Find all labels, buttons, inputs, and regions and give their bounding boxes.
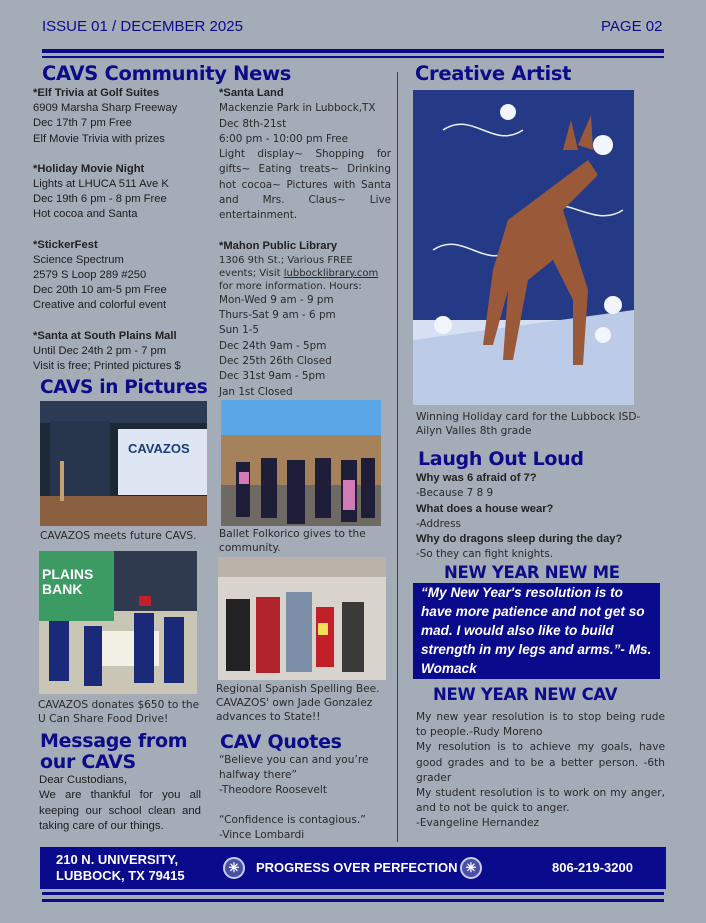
spelling-bee-illustration bbox=[218, 557, 386, 680]
pictures-title: CAVS in Pictures bbox=[40, 377, 208, 398]
footer-rule-thin bbox=[42, 899, 664, 902]
library-link[interactable]: lubbocklibrary.com bbox=[283, 267, 379, 279]
photo-food-drive bbox=[39, 551, 197, 694]
event-library bbox=[219, 239, 391, 400]
joke-question: What does a house wear? bbox=[416, 502, 554, 515]
resolutions-list bbox=[416, 710, 665, 832]
screen-text: CAVAZOS bbox=[128, 441, 190, 456]
new-year-cav-title: NEW YEAR NEW CAV bbox=[433, 685, 618, 704]
library-hours: Thurs-Sat 9 am - 6 pm bbox=[219, 309, 336, 322]
footer-bar bbox=[40, 847, 666, 889]
laugh-list bbox=[416, 471, 666, 563]
event-line: Visit is free; Printed pictures $ bbox=[33, 360, 181, 373]
header-rule-thick bbox=[42, 49, 664, 53]
caption-folklorico: Ballet Folkorico gives to the community. bbox=[219, 528, 366, 554]
resolution-quote-box bbox=[413, 583, 660, 679]
column-divider bbox=[397, 72, 398, 842]
laugh-title: Laugh Out Loud bbox=[418, 448, 584, 470]
event-line: Science Spectrum bbox=[33, 253, 124, 266]
event-name: *Elf Trivia at Golf Suites bbox=[33, 87, 160, 99]
library-hours: Dec 31st 9am - 5pm bbox=[219, 370, 326, 383]
event-holiday-movie bbox=[33, 162, 213, 223]
resolution-3: My student resolution is to work on my anger, and to not be quick to anger. bbox=[416, 787, 665, 815]
message-body bbox=[39, 773, 201, 835]
library-hours: Mon-Wed 9 am - 9 pm bbox=[219, 293, 334, 306]
event-name: *Holiday Movie Night bbox=[33, 162, 145, 175]
event-line: Dec 20th 10 am-5 pm Free bbox=[33, 284, 167, 297]
joke-answer: -Address bbox=[416, 517, 461, 530]
resolution-1: My new year resolution is to stop being rude to people.-Rudy Moreno bbox=[416, 711, 665, 739]
community-news-title: CAVS Community News bbox=[42, 62, 292, 85]
quotes-body bbox=[219, 753, 393, 843]
event-line: Dec 17th 7 pm Free bbox=[33, 117, 132, 130]
library-hours: Sun 1-5 bbox=[219, 324, 260, 337]
event-name: *Mahon Public Library bbox=[219, 239, 338, 252]
caption-food-drive: CAVAZOS donates $650 to the U Can Share Food Drive! bbox=[38, 699, 200, 725]
event-elf-trivia bbox=[33, 86, 213, 147]
reindeer-drawing bbox=[413, 90, 634, 405]
footer-address-line1: 210 N. UNIVERSITY, bbox=[56, 852, 179, 867]
library-intro-start: 1306 9th St.; Various FREE events; Visit bbox=[219, 254, 353, 279]
folklorico-illustration bbox=[221, 400, 381, 526]
event-line: Until Dec 24th 2 pm - 7 pm bbox=[33, 344, 167, 357]
quote-2-author: -Vince Lombardi bbox=[219, 829, 305, 841]
message-title-line1: Message from bbox=[40, 730, 188, 752]
artist-caption: Winning Holiday card for the Lubbock ISD- Ailyn Valles 8th grade bbox=[416, 411, 641, 437]
library-intro-end: for more information. Hours: bbox=[219, 280, 362, 292]
caption-spelling-bee: Regional Spanish Spelling Bee. CAVAZOS' own Jade Gonzalez advances to State!! bbox=[216, 683, 380, 723]
event-line: 6909 Marsha Sharp Freeway bbox=[33, 102, 178, 115]
event-line: Elf Movie Trivia with prizes bbox=[33, 132, 165, 145]
quotes-title: CAV Quotes bbox=[220, 731, 342, 753]
event-line: Hot cocoa and Santa bbox=[33, 208, 138, 221]
joke-question: Why do dragons sleep during the day? bbox=[416, 533, 623, 546]
resolution-3-author: -Evangeline Hernandez bbox=[416, 817, 540, 830]
footer-phone: 806-219-3200 bbox=[552, 860, 633, 875]
community-right-column bbox=[219, 86, 391, 400]
event-stickerfest bbox=[33, 238, 213, 314]
event-description: Light display~ Shopping for gifts~ Eating treats~ Drinking hot cocoa~ Pictures with Santa and Mrs. Claus~ Live entertainment. bbox=[219, 148, 391, 222]
event-line: Dec 19th 6 pm - 8 pm Free bbox=[33, 193, 167, 206]
event-line: Dec 8th-21st bbox=[219, 117, 287, 130]
community-left-column bbox=[33, 86, 213, 389]
event-name: *StickerFest bbox=[33, 238, 98, 251]
message-text: We are thankful for you all keeping our school clean and taking care of our things. bbox=[39, 789, 201, 833]
event-line: 2579 S Loop 289 #250 bbox=[33, 269, 147, 282]
event-name: *Santa Land bbox=[219, 87, 284, 99]
message-greeting: Dear Custodians, bbox=[39, 774, 128, 786]
resolution-quote: “My New Year's resolution is to have more patience and not get so mad. I would also like to build strength in my legs and arms.”- Ms. Womack bbox=[421, 585, 652, 676]
quote-1-author: -Theodore Roosevelt bbox=[219, 784, 328, 796]
event-line: 6:00 pm - 10:00 pm Free bbox=[219, 132, 349, 145]
artwork-reindeer bbox=[413, 90, 634, 405]
footer-address bbox=[56, 852, 185, 884]
star-icon: ✳ bbox=[223, 857, 245, 879]
event-line: Lights at LHUCA 511 Ave K bbox=[33, 178, 169, 191]
quote-1: “Believe you can and you’re halfway there” bbox=[219, 754, 369, 781]
photo-auditorium bbox=[40, 401, 207, 526]
resolution-2: My resolution is to achieve my goals, have good grades and to be a better person. -6th grader bbox=[416, 741, 665, 784]
auditorium-illustration bbox=[40, 401, 207, 526]
event-line: Creative and colorful event bbox=[33, 299, 167, 312]
plains-bank-sign: PLAINS BANK bbox=[42, 566, 94, 597]
new-year-me-title: NEW YEAR NEW ME bbox=[444, 563, 620, 582]
library-hours: Dec 24th 9am - 5pm bbox=[219, 339, 327, 352]
footer-rule-thick bbox=[42, 892, 664, 895]
joke-question: Why was 6 afraid of 7? bbox=[416, 472, 537, 484]
footer-motto: PROGRESS OVER PERFECTION bbox=[256, 860, 458, 875]
message-title-line2: our CAVS bbox=[40, 751, 136, 773]
joke-answer: -So they can fight knights. bbox=[416, 548, 554, 561]
event-line: Mackenzie Park in Lubbock,TX bbox=[219, 102, 376, 115]
issue-label: ISSUE 01 / DECEMBER 2025 bbox=[42, 18, 243, 35]
header-rule-thin bbox=[42, 56, 664, 58]
joke-answer: -Because 7 8 9 bbox=[416, 487, 494, 500]
page-number: PAGE 02 bbox=[601, 18, 663, 35]
caption-auditorium: CAVAZOS meets future CAVS. bbox=[40, 530, 197, 542]
library-hours: Dec 25th 26th Closed bbox=[219, 354, 332, 367]
event-santa-mall bbox=[33, 329, 213, 375]
artist-title: Creative Artist bbox=[415, 62, 572, 85]
photo-folklorico bbox=[221, 400, 381, 526]
library-hours: Jan 1st Closed bbox=[219, 385, 293, 398]
event-name: *Santa at South Plains Mall bbox=[33, 329, 177, 342]
photo-spelling-bee bbox=[218, 557, 386, 680]
event-santa-land bbox=[219, 86, 391, 224]
message-title bbox=[40, 731, 187, 773]
library-intro bbox=[219, 254, 391, 293]
star-icon: ✳ bbox=[460, 857, 482, 879]
quote-2: “Confidence is contagious.” bbox=[219, 814, 366, 826]
footer-address-line2: LUBBOCK, TX 79415 bbox=[56, 868, 185, 883]
